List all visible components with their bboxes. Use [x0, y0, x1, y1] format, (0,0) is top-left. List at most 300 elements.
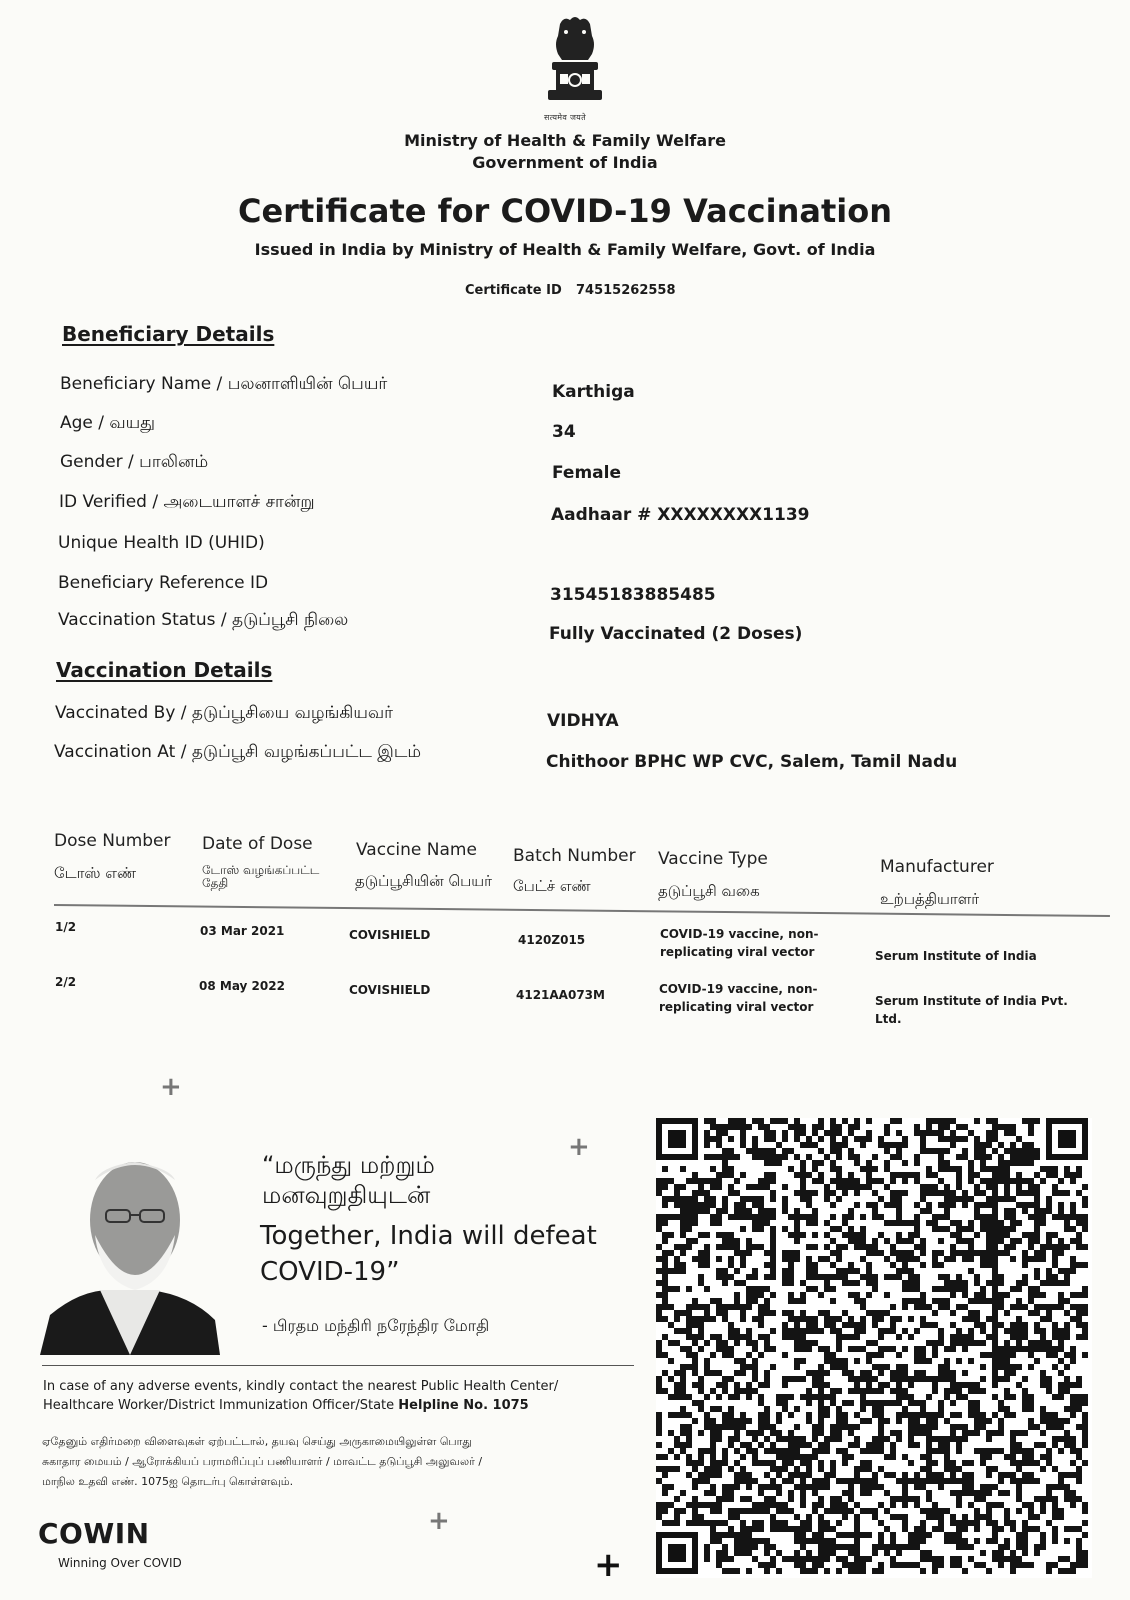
qr-module: [968, 1238, 974, 1244]
qr-module: [680, 1382, 686, 1388]
qr-module: [824, 1322, 830, 1328]
qr-module: [950, 1136, 956, 1142]
qr-module: [1046, 1196, 1052, 1202]
qr-module: [830, 1544, 836, 1550]
qr-module: [902, 1502, 908, 1508]
qr-module: [710, 1118, 716, 1124]
qr-module: [1046, 1454, 1052, 1460]
qr-module: [728, 1424, 734, 1430]
qr-module: [992, 1208, 998, 1214]
qr-module: [722, 1376, 728, 1382]
qr-module: [1064, 1526, 1070, 1532]
qr-module: [836, 1388, 842, 1394]
qr-module: [1082, 1442, 1088, 1448]
qr-module: [848, 1148, 854, 1154]
qr-module: [1070, 1214, 1076, 1220]
qr-module: [656, 1382, 662, 1388]
qr-module: [1082, 1562, 1088, 1568]
qr-module: [788, 1556, 794, 1562]
quote-english-line1: Together, India will defeat: [260, 1221, 597, 1251]
qr-module: [1010, 1154, 1016, 1160]
qr-module: [860, 1214, 866, 1220]
qr-module: [842, 1178, 848, 1184]
qr-module: [728, 1214, 734, 1220]
qr-module: [710, 1178, 716, 1184]
qr-module: [1028, 1244, 1034, 1250]
qr-module: [788, 1376, 794, 1382]
qr-module: [656, 1352, 662, 1358]
qr-module: [680, 1196, 686, 1202]
qr-module: [830, 1118, 836, 1124]
beneficiary-reference-value: 31545183885485: [550, 585, 716, 605]
qr-module: [998, 1142, 1004, 1148]
qr-module: [818, 1418, 824, 1424]
qr-module: [728, 1442, 734, 1448]
qr-module: [1040, 1454, 1046, 1460]
qr-module: [824, 1370, 830, 1376]
qr-module: [758, 1424, 764, 1430]
qr-module: [1004, 1346, 1010, 1352]
qr-module: [914, 1124, 920, 1130]
qr-module: [824, 1406, 830, 1412]
qr-module: [986, 1448, 992, 1454]
qr-module: [800, 1178, 806, 1184]
qr-module: [950, 1190, 956, 1196]
qr-module: [716, 1472, 722, 1478]
qr-module: [716, 1466, 722, 1472]
qr-module: [962, 1124, 968, 1130]
qr-module: [722, 1382, 728, 1388]
qr-module: [836, 1250, 842, 1256]
qr-module: [746, 1526, 752, 1532]
qr-module: [722, 1532, 728, 1538]
qr-module: [998, 1430, 1004, 1436]
qr-module: [938, 1148, 944, 1154]
qr-module: [1034, 1310, 1040, 1316]
qr-module: [1082, 1400, 1088, 1406]
qr-code[interactable]: [656, 1118, 1092, 1578]
qr-module: [668, 1232, 674, 1238]
qr-module: [956, 1250, 962, 1256]
qr-module: [890, 1496, 896, 1502]
qr-module: [704, 1208, 710, 1214]
qr-module: [872, 1442, 878, 1448]
qr-module: [956, 1304, 962, 1310]
qr-module: [1040, 1178, 1046, 1184]
qr-module: [1034, 1220, 1040, 1226]
qr-module: [662, 1454, 668, 1460]
qr-module: [716, 1220, 722, 1226]
qr-module: [704, 1448, 710, 1454]
qr-module: [716, 1532, 722, 1538]
qr-module: [1004, 1328, 1010, 1334]
qr-module: [758, 1304, 764, 1310]
qr-module: [800, 1190, 806, 1196]
qr-module: [1046, 1340, 1052, 1346]
qr-module: [974, 1424, 980, 1430]
qr-module: [992, 1370, 998, 1376]
qr-module: [950, 1202, 956, 1208]
qr-module: [674, 1262, 680, 1268]
issued-by: Issued in India by Ministry of Health & Family Welfare, Govt. of India: [254, 240, 876, 259]
qr-module: [770, 1478, 776, 1484]
qr-module: [878, 1562, 884, 1568]
qr-module: [932, 1322, 938, 1328]
qr-module: [950, 1322, 956, 1328]
qr-module: [860, 1478, 866, 1484]
qr-module: [836, 1436, 842, 1442]
qr-module: [734, 1436, 740, 1442]
qr-module: [998, 1250, 1004, 1256]
qr-module: [926, 1430, 932, 1436]
qr-module: [992, 1484, 998, 1490]
cowin-logo: COWIN: [38, 1517, 150, 1550]
qr-module: [770, 1424, 776, 1430]
qr-module: [992, 1130, 998, 1136]
qr-module: [854, 1328, 860, 1334]
qr-module: [800, 1472, 806, 1478]
qr-module: [674, 1520, 680, 1526]
qr-module: [914, 1328, 920, 1334]
qr-module: [1010, 1520, 1016, 1526]
qr-module: [662, 1238, 668, 1244]
qr-module: [788, 1292, 794, 1298]
qr-module: [854, 1334, 860, 1340]
qr-module: [860, 1418, 866, 1424]
qr-module: [716, 1346, 722, 1352]
qr-module: [662, 1334, 668, 1340]
qr-module: [1022, 1544, 1028, 1550]
qr-module: [752, 1148, 758, 1154]
qr-module: [968, 1256, 974, 1262]
qr-module: [836, 1544, 842, 1550]
qr-module: [818, 1292, 824, 1298]
qr-module: [782, 1202, 788, 1208]
qr-module: [854, 1136, 860, 1142]
qr-module: [698, 1514, 704, 1520]
qr-module: [1004, 1544, 1010, 1550]
qr-module: [836, 1178, 842, 1184]
qr-module: [746, 1148, 752, 1154]
qr-module: [782, 1466, 788, 1472]
qr-module: [764, 1160, 770, 1166]
qr-module: [932, 1172, 938, 1178]
qr-module: [878, 1196, 884, 1202]
qr-module: [998, 1502, 1004, 1508]
qr-module: [926, 1202, 932, 1208]
qr-module: [1010, 1370, 1016, 1376]
qr-module: [722, 1124, 728, 1130]
qr-module: [1064, 1226, 1070, 1232]
qr-module: [998, 1298, 1004, 1304]
qr-module: [788, 1394, 794, 1400]
age-label: Age / வயது: [60, 413, 156, 433]
qr-module: [656, 1256, 662, 1262]
qr-module: [944, 1298, 950, 1304]
qr-module: [1022, 1160, 1028, 1166]
qr-module: [1046, 1352, 1052, 1358]
qr-module: [680, 1346, 686, 1352]
qr-module: [1046, 1280, 1052, 1286]
qr-module: [854, 1358, 860, 1364]
qr-module: [974, 1280, 980, 1286]
qr-module: [764, 1544, 770, 1550]
qr-module: [1034, 1304, 1040, 1310]
qr-module: [1022, 1526, 1028, 1532]
qr-module: [1010, 1550, 1016, 1556]
qr-module: [992, 1124, 998, 1130]
qr-module: [668, 1448, 674, 1454]
qr-module: [938, 1274, 944, 1280]
qr-module: [830, 1502, 836, 1508]
qr-module: [926, 1340, 932, 1346]
qr-module: [758, 1310, 764, 1316]
qr-module: [1028, 1364, 1034, 1370]
qr-module: [1058, 1484, 1064, 1490]
qr-module: [974, 1190, 980, 1196]
qr-module: [668, 1412, 674, 1418]
qr-module: [902, 1286, 908, 1292]
qr-module: [794, 1340, 800, 1346]
qr-module: [1028, 1418, 1034, 1424]
qr-module: [950, 1412, 956, 1418]
qr-module: [812, 1508, 818, 1514]
qr-finder-pattern: [1046, 1118, 1088, 1160]
qr-module: [1076, 1190, 1082, 1196]
qr-module: [758, 1520, 764, 1526]
qr-module: [1040, 1304, 1046, 1310]
qr-module: [914, 1442, 920, 1448]
qr-module: [824, 1310, 830, 1316]
qr-module: [932, 1256, 938, 1262]
qr-module: [908, 1424, 914, 1430]
qr-module: [998, 1376, 1004, 1382]
qr-module: [836, 1130, 842, 1136]
qr-module: [806, 1346, 812, 1352]
qr-module: [722, 1148, 728, 1154]
qr-module: [752, 1202, 758, 1208]
beneficiary-name-value: Karthiga: [552, 382, 635, 402]
qr-module: [1046, 1238, 1052, 1244]
qr-module: [854, 1238, 860, 1244]
qr-module: [656, 1292, 662, 1298]
qr-module: [680, 1226, 686, 1232]
qr-module: [800, 1496, 806, 1502]
qr-module: [716, 1334, 722, 1340]
qr-module: [908, 1400, 914, 1406]
id-verified-label: ID Verified / அடையாளச் சான்று: [59, 492, 315, 512]
qr-module: [998, 1364, 1004, 1370]
qr-module: [788, 1298, 794, 1304]
qr-module: [668, 1376, 674, 1382]
qr-module: [752, 1220, 758, 1226]
qr-module: [1058, 1568, 1064, 1574]
qr-module: [992, 1202, 998, 1208]
qr-module: [770, 1520, 776, 1526]
qr-module: [968, 1478, 974, 1484]
qr-module: [818, 1388, 824, 1394]
qr-module: [884, 1274, 890, 1280]
qr-module: [1034, 1286, 1040, 1292]
qr-module: [788, 1256, 794, 1262]
qr-module: [674, 1370, 680, 1376]
qr-module: [794, 1328, 800, 1334]
qr-module: [1058, 1340, 1064, 1346]
qr-module: [692, 1304, 698, 1310]
qr-module: [734, 1238, 740, 1244]
qr-module: [830, 1214, 836, 1220]
qr-module: [956, 1562, 962, 1568]
qr-module: [716, 1502, 722, 1508]
qr-module: [932, 1526, 938, 1532]
qr-module: [1022, 1232, 1028, 1238]
qr-module: [1028, 1472, 1034, 1478]
qr-module: [806, 1472, 812, 1478]
qr-module: [674, 1214, 680, 1220]
qr-module: [818, 1430, 824, 1436]
qr-module: [656, 1442, 662, 1448]
qr-module: [866, 1352, 872, 1358]
qr-module: [830, 1190, 836, 1196]
qr-module: [992, 1532, 998, 1538]
qr-module: [716, 1274, 722, 1280]
qr-module: [1082, 1292, 1088, 1298]
qr-module: [854, 1244, 860, 1250]
qr-module: [992, 1334, 998, 1340]
qr-module: [962, 1154, 968, 1160]
qr-module: [872, 1322, 878, 1328]
qr-module: [770, 1502, 776, 1508]
qr-module: [1040, 1220, 1046, 1226]
qr-module: [908, 1268, 914, 1274]
qr-module: [890, 1244, 896, 1250]
qr-module: [734, 1178, 740, 1184]
qr-module: [854, 1562, 860, 1568]
qr-module: [950, 1310, 956, 1316]
qr-module: [704, 1472, 710, 1478]
qr-module: [698, 1190, 704, 1196]
qr-module: [692, 1298, 698, 1304]
qr-module: [962, 1526, 968, 1532]
qr-module: [1016, 1460, 1022, 1466]
qr-module: [1076, 1556, 1082, 1562]
qr-module: [968, 1178, 974, 1184]
qr-module: [746, 1298, 752, 1304]
qr-module: [998, 1160, 1004, 1166]
qr-module: [734, 1448, 740, 1454]
qr-module: [812, 1220, 818, 1226]
qr-module: [1010, 1436, 1016, 1442]
qr-module: [956, 1136, 962, 1142]
qr-module: [860, 1376, 866, 1382]
qr-module: [662, 1268, 668, 1274]
qr-module: [698, 1232, 704, 1238]
qr-module: [944, 1418, 950, 1424]
qr-module: [818, 1328, 824, 1334]
qr-module: [1070, 1412, 1076, 1418]
qr-module: [794, 1316, 800, 1322]
qr-module: [986, 1334, 992, 1340]
qr-module: [866, 1268, 872, 1274]
qr-module: [1004, 1130, 1010, 1136]
qr-module: [716, 1538, 722, 1544]
qr-module: [998, 1220, 1004, 1226]
qr-module: [806, 1268, 812, 1274]
qr-module: [932, 1412, 938, 1418]
qr-module: [698, 1184, 704, 1190]
qr-module: [968, 1382, 974, 1388]
qr-module: [992, 1118, 998, 1124]
qr-module: [740, 1304, 746, 1310]
qr-module: [1052, 1442, 1058, 1448]
qr-module: [956, 1556, 962, 1562]
qr-module: [752, 1118, 758, 1124]
qr-module: [746, 1496, 752, 1502]
qr-module: [782, 1460, 788, 1466]
qr-module: [656, 1388, 662, 1394]
qr-module: [692, 1256, 698, 1262]
qr-module: [710, 1202, 716, 1208]
qr-module: [998, 1424, 1004, 1430]
qr-module: [758, 1184, 764, 1190]
qr-module: [824, 1544, 830, 1550]
qr-module: [890, 1562, 896, 1568]
qr-module: [1046, 1244, 1052, 1250]
qr-module: [770, 1154, 776, 1160]
qr-module: [962, 1394, 968, 1400]
qr-module: [1028, 1178, 1034, 1184]
qr-module: [848, 1562, 854, 1568]
qr-module: [698, 1502, 704, 1508]
qr-module: [998, 1550, 1004, 1556]
qr-module: [974, 1214, 980, 1220]
qr-module: [824, 1184, 830, 1190]
qr-module: [1040, 1334, 1046, 1340]
qr-module: [866, 1448, 872, 1454]
qr-module: [740, 1316, 746, 1322]
qr-module: [878, 1214, 884, 1220]
qr-module: [992, 1364, 998, 1370]
qr-module: [740, 1250, 746, 1256]
qr-module: [752, 1502, 758, 1508]
qr-module: [818, 1148, 824, 1154]
qr-module: [758, 1526, 764, 1532]
qr-module: [938, 1262, 944, 1268]
qr-module: [704, 1424, 710, 1430]
qr-module: [884, 1220, 890, 1226]
qr-module: [980, 1226, 986, 1232]
qr-module: [1064, 1382, 1070, 1388]
qr-module: [956, 1274, 962, 1280]
qr-module: [998, 1304, 1004, 1310]
qr-module: [662, 1262, 668, 1268]
qr-module: [848, 1442, 854, 1448]
qr-module: [884, 1310, 890, 1316]
qr-module: [908, 1280, 914, 1286]
qr-module: [692, 1352, 698, 1358]
qr-module: [758, 1442, 764, 1448]
qr-module: [794, 1358, 800, 1364]
qr-module: [890, 1118, 896, 1124]
qr-module: [680, 1424, 686, 1430]
qr-module: [872, 1550, 878, 1556]
qr-module: [872, 1244, 878, 1250]
qr-module: [902, 1484, 908, 1490]
qr-module: [1064, 1556, 1070, 1562]
qr-module: [950, 1286, 956, 1292]
qr-module: [806, 1454, 812, 1460]
qr-module: [686, 1364, 692, 1370]
